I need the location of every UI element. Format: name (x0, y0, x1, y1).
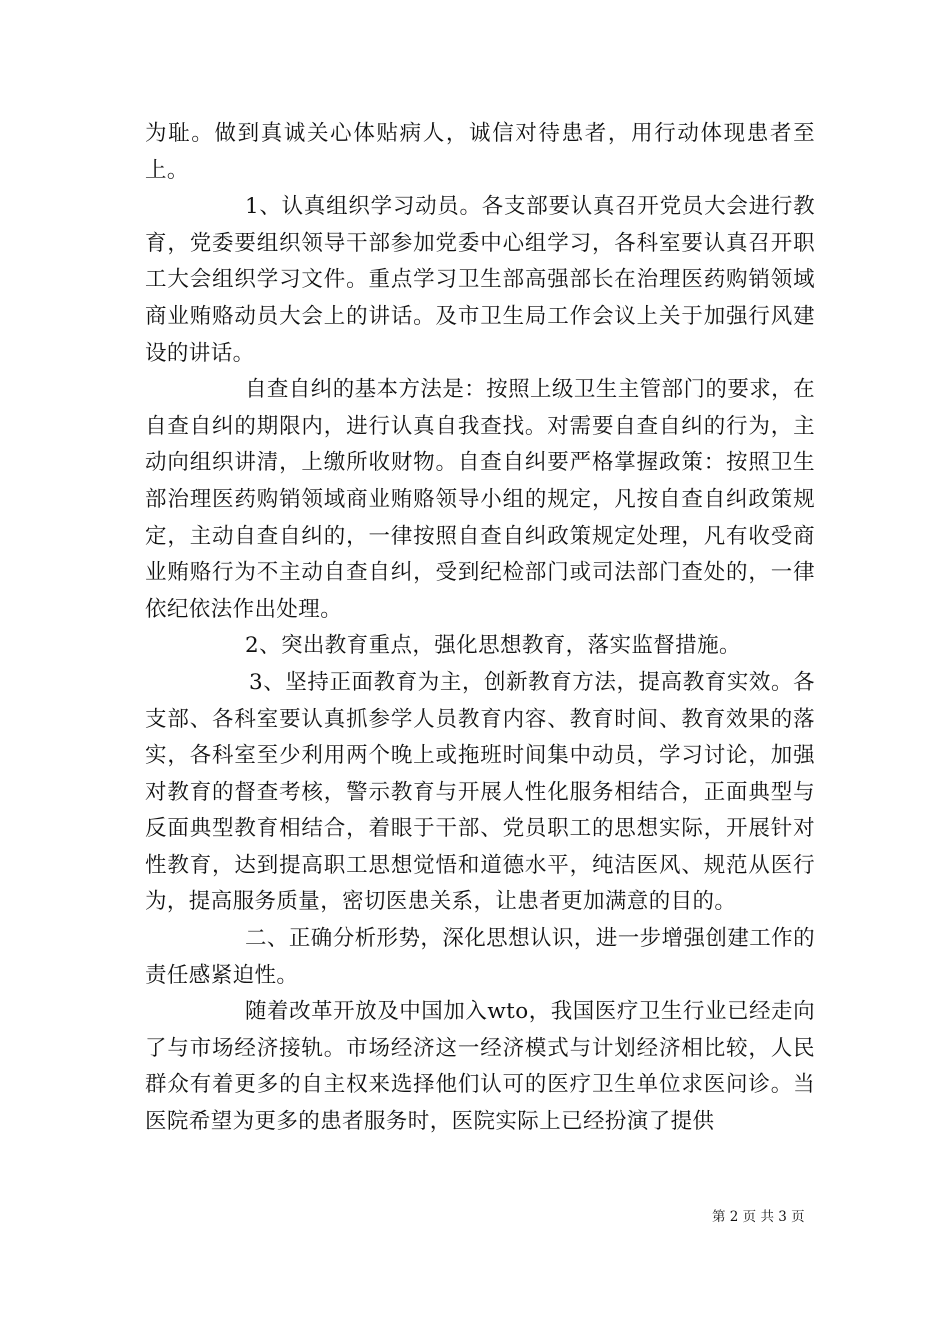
paragraph-item-1: 1、认真组织学习动员。各支部要认真召开党员大会进行教育，党委要组织领导干部参加党委中心组学习，各科室要认真召开职工大会组织学习文件。重点学习卫生部高强部长在治理医药购销领域商业贿赂动员大会上的讲话。及市卫生局工作会议上关于加强行风建设的讲话。 (145, 194, 815, 366)
section-heading-two: 二、正确分析形势，深化思想认识，进一步增强创建工作的责任感紧迫性。 (145, 926, 815, 988)
paragraph-item-2: 2、突出教育重点，强化思想教育，落实监督措施。 (245, 633, 741, 659)
paragraph-continuation: 为耻。做到真诚关心体贴病人，诚信对待患者，用行动体现患者至上。 (145, 121, 815, 183)
paragraph-self-check-method: 自查自纠的基本方法是：按照上级卫生主管部门的要求，在自查自纠的期限内，进行认真自我查找。对需要自查自纠的行为，主动向组织讲清，上缴所收财物。自查自纠要严格掌握政策：按照卫生部治理医药购销领域商业贿赂领导小组的规定，凡按自查自纠政策规定，主动自查自纠的，一律按照自查自纠政策规定处理，凡有收受商业贿赂行为不主动自查自纠，受到纪检部门或司法部门查处的，一律依纪依法作出处理。 (145, 377, 815, 622)
paragraph-reform-context: 随着改革开放及中国加入wto，我国医疗卫生行业已经走向了与市场经济接轨。市场经济这一经济模式与计划经济相比较，人民群众有着更多的自主权来选择他们认可的医疗卫生单位求医问诊。当医院希望为更多的患者服务时，医院实际上已经扮演了提供 (145, 999, 815, 1135)
paragraph-item-3: 3、坚持正面教育为主，创新教育方法，提高教育实效。各支部、各科室要认真抓参学人员教育内容、教育时间、教育效果的落实，各科室至少利用两个晚上或拖班时间集中动员，学习讨论，加强对教育的督查考核，警示教育与开展人性化服务相结合，正面典型与反面典型教育相结合，着眼于干部、党员职工的思想实际，开展针对性教育，达到提高职工思想觉悟和道德水平，纯洁医风、规范从医行为，提高服务质量，密切医患关系，让患者更加满意的目的。 (145, 669, 815, 915)
page-number-footer: 第 2 页 共 3 页 (712, 1209, 805, 1225)
document-body (145, 116, 815, 1141)
